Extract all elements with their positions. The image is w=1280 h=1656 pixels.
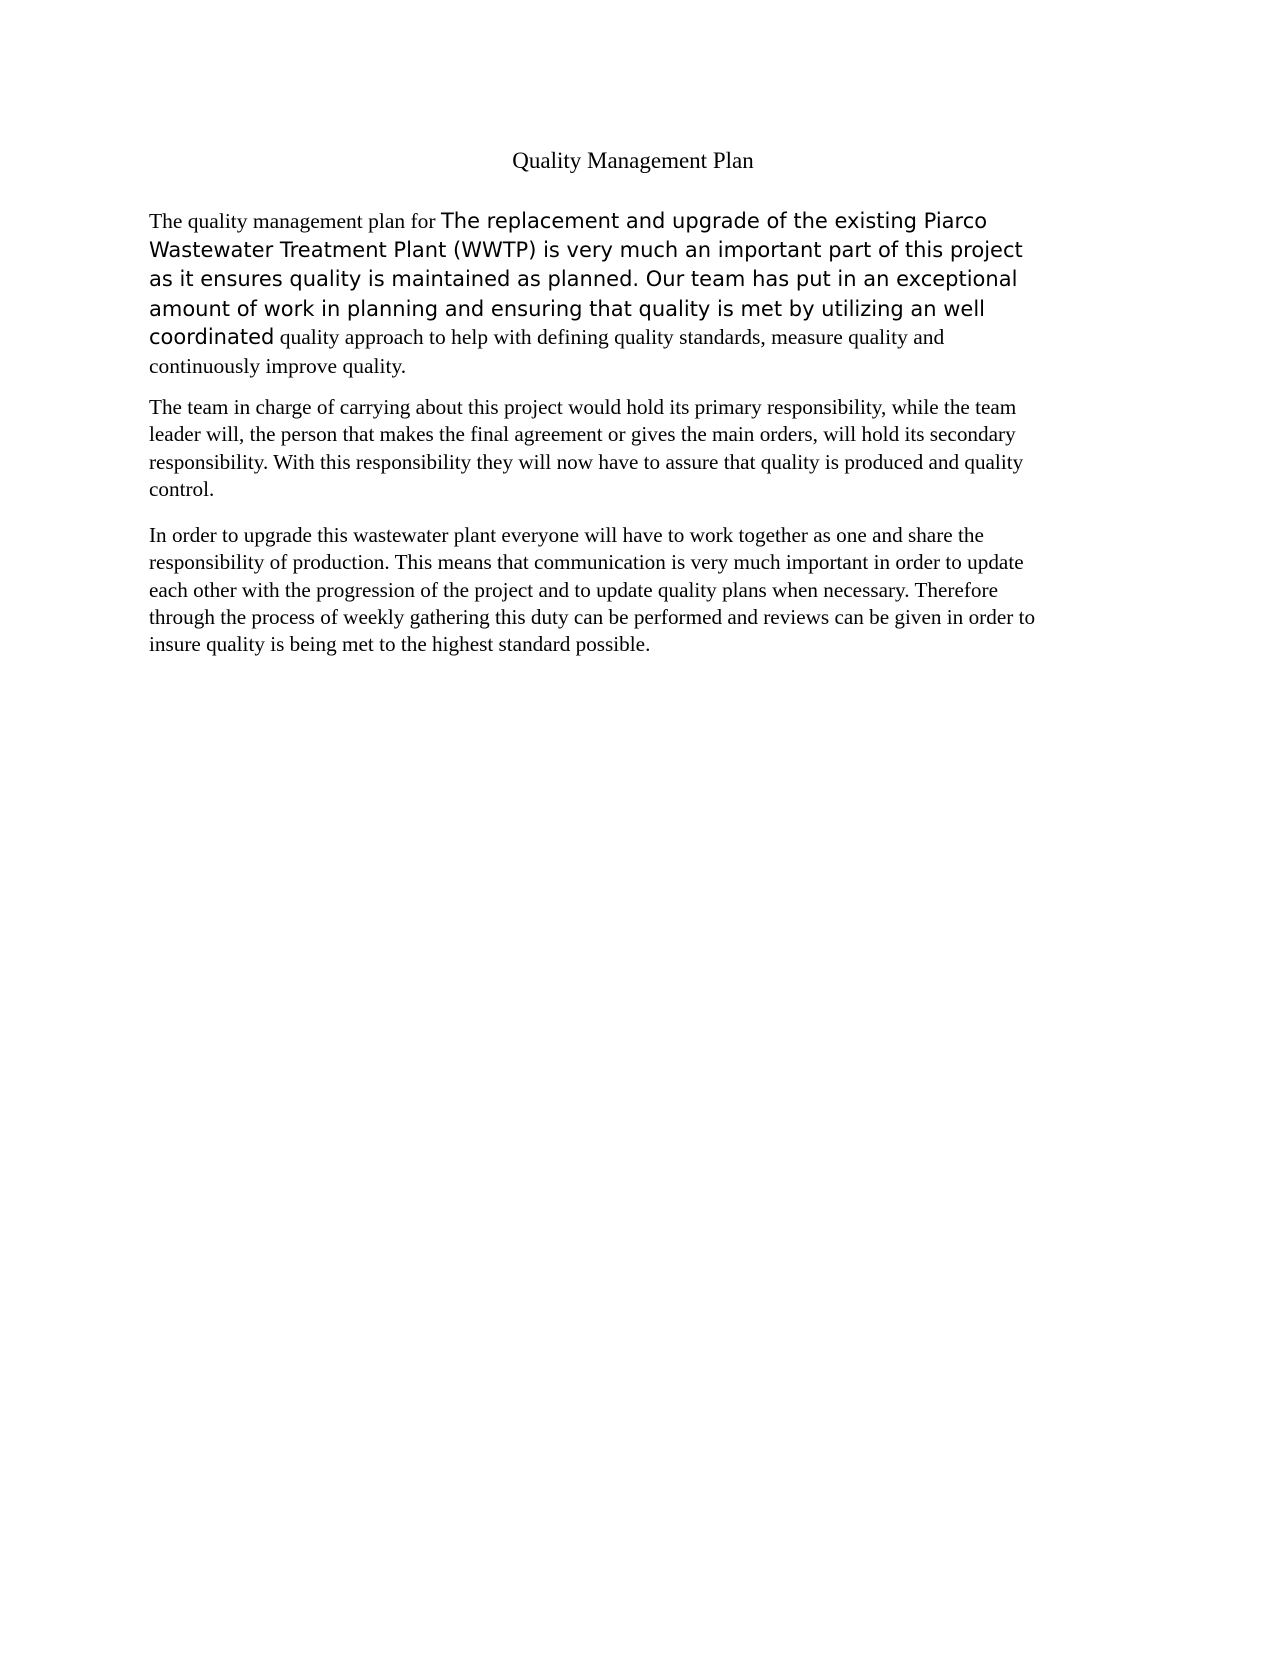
paragraph-responsibility-line: responsibility. With this responsibility they will now have to assure that quality is produced and quality xyxy=(149,449,1024,474)
paragraph-responsibility-line: leader will, the person that makes the final agreement or gives the main orders, will hold its secondary xyxy=(149,422,1016,447)
paragraph-teamwork-line: In order to upgrade this wastewater plant everyone will have to work together as one and share the xyxy=(149,523,984,547)
coordinated-fragment: coordinated xyxy=(149,325,275,349)
paragraph-teamwork-line: insure quality is being met to the highest standard possible. xyxy=(149,632,651,657)
paragraph-teamwork xyxy=(149,522,1117,658)
paragraph-intro-line-4: amount of work in planning and ensuring that quality is met by utilizing an well xyxy=(149,297,986,321)
paragraph-responsibility xyxy=(149,394,1117,503)
paragraph-teamwork-line: responsibility of production. This means that communication is very much important in order to update xyxy=(149,550,1024,575)
paragraph-intro-line-6: continuously improve quality. xyxy=(149,354,407,378)
document-title: Quality Management Plan xyxy=(512,148,754,173)
paragraph-responsibility-line: The team in charge of carrying about this project would hold its primary responsibility, while the team xyxy=(149,395,1017,419)
project-name-fragment: The replacement and upgrade of the existing Piarco xyxy=(440,209,988,233)
paragraph-responsibility-line: control. xyxy=(149,476,215,501)
paragraph-intro-line-2: Wastewater Treatment Plant (WWTP) is very much an important part of this project xyxy=(149,238,1023,262)
paragraph-intro-line-3: as it ensures quality is maintained as planned. Our team has put in an exceptional xyxy=(149,267,1018,291)
paragraph-intro-line-1 xyxy=(149,206,987,236)
paragraph-teamwork-line: each other with the progression of the project and to update quality plans when necessary. Therefore xyxy=(149,577,998,602)
intro-serif-fragment: The quality management plan for xyxy=(149,209,441,233)
quality-approach-fragment: quality approach to help with defining quality standards, measure quality and xyxy=(274,325,945,349)
paragraph-teamwork-line: through the process of weekly gathering this duty can be performed and reviews can be given in order to xyxy=(149,604,1036,629)
paragraph-intro-line-5 xyxy=(149,322,944,352)
